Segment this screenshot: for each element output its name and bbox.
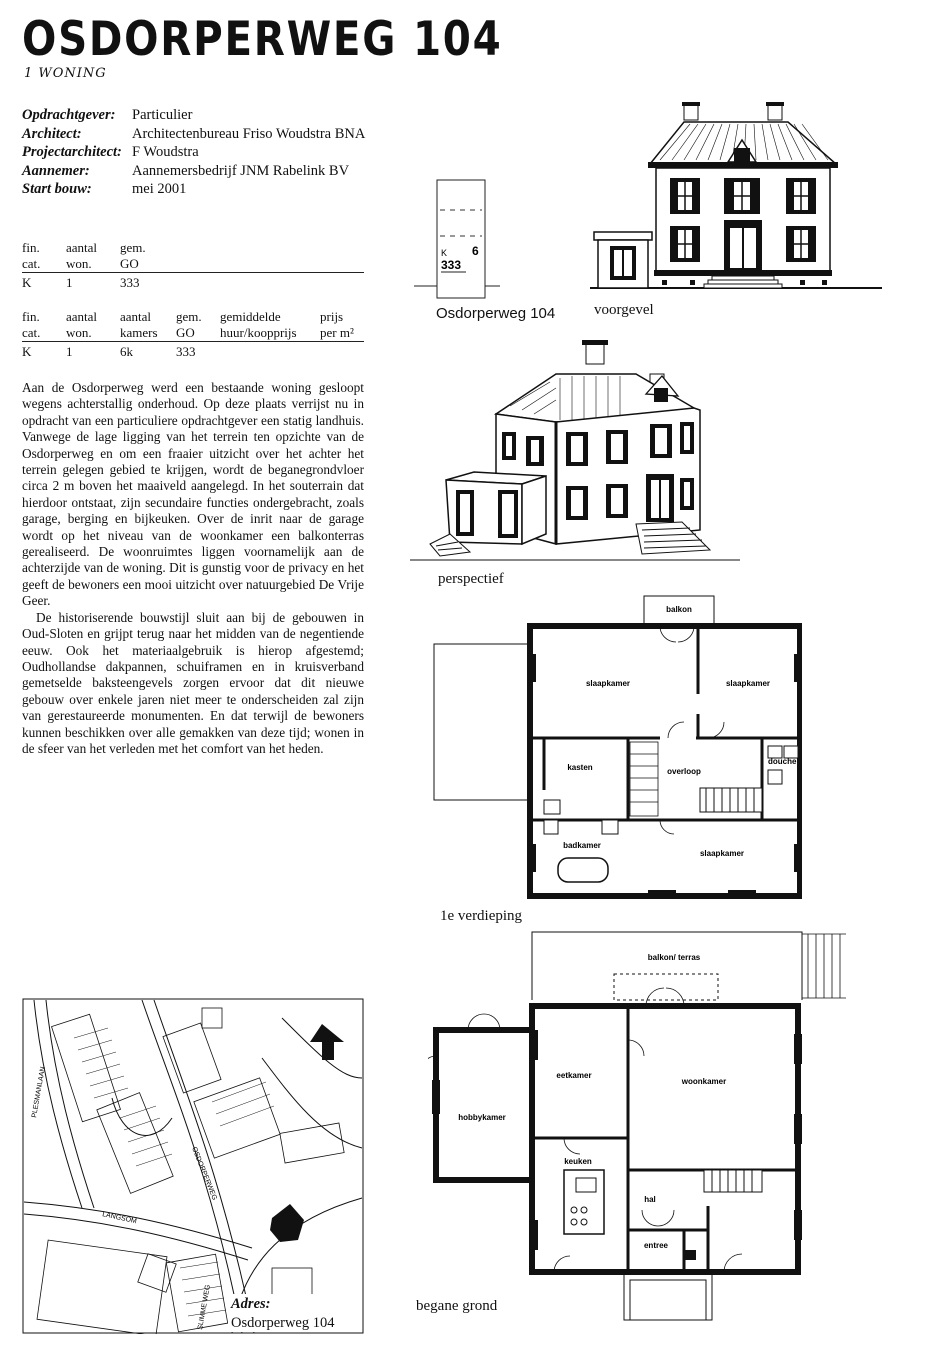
table1-header: aantal won. (66, 240, 98, 271)
room-keuken: keuken (564, 1157, 592, 1166)
caption-begane-grond: begane grond (416, 1298, 498, 1314)
room-hobbykamer: hobbykamer (458, 1113, 506, 1122)
ground-floor-plan (428, 930, 848, 1330)
table-row: K 1 333 (22, 275, 140, 290)
meta-row-architect: Architect: Architectenbureau Friso Woudstra BNA (22, 125, 366, 142)
table2-header: prijs per m² (320, 309, 354, 340)
legend-k: K (441, 248, 448, 258)
upper-floor-plan (432, 594, 802, 900)
room-hal: hal (644, 1195, 656, 1204)
room-overloop: overloop (667, 767, 701, 776)
room-slaapkamer-1: slaapkamer (585, 679, 631, 688)
caption-perspectief: perspectief (438, 571, 504, 587)
table2-header: gemiddelde huur/koopprijs (220, 309, 297, 340)
legend-count: 6 (472, 244, 479, 258)
meta-row-client: Opdrachtgever: Particulier (22, 107, 193, 123)
table2-header: aantal won. (66, 309, 98, 340)
room-slaapkamer-3: slaapkamer (699, 849, 745, 858)
summary-table (22, 240, 364, 291)
meta-row-project-architect: Projectarchitect: F Woudstra (22, 144, 199, 160)
legend-go: 333 (441, 258, 462, 272)
location-map (22, 998, 364, 1334)
room-balkon-terras: balkon/ terras (647, 953, 701, 962)
page-subtitle: 1 WONING (24, 66, 107, 81)
table-row: K 1 6k 333 (22, 344, 196, 359)
street-label: PLESMANLAAN (31, 1066, 47, 1119)
street-label: LANGSOM (101, 1211, 138, 1226)
street-label: OSDORPERWEG (190, 1146, 218, 1202)
caption-voorgevel: voorgevel (594, 302, 654, 318)
paragraph: De historiserende bouwstijl sluit aan bij de gebouwen in Oud-Sloten en grijpt terug naar het midden van de negentiende eeuw. Ook het materiaalgebruik is hierop afgestemd; Oudhollandse dakpannen, schuiframen en in kruisverband gemetselde baksteengevels zorgen ervoor dat dit nieuwe gebouw over enkele jaren niet meer te onderscheiden zal zijn van gerestaureerde monumenten. En dat terwijl de bewoners kunnen beschikken over alle gemakken van deze tijd; wonen in de sfeer van het verleden met het comfort van het heden. (22, 609, 364, 756)
room-kasten: kasten (567, 763, 593, 772)
table2-header: aantal kamers (120, 309, 158, 340)
meta-row-contractor: Aannemer: Aannemersbedrijf JNM Rabelink BV (22, 162, 350, 179)
meta-row-start: Start bouw: mei 2001 (22, 181, 187, 197)
street-label: SLIMME WEG (197, 1284, 212, 1331)
table1-header: gem. GO (120, 240, 146, 271)
page-title: OSDORPERWEG 104 (22, 12, 503, 67)
room-entree: entree (643, 1241, 669, 1250)
address-label: Adres: (231, 1296, 271, 1312)
caption-verdieping: 1e verdieping (440, 908, 523, 924)
project-metadata (22, 106, 382, 199)
description-text (22, 380, 364, 757)
room-woonkamer: woonkamer (681, 1077, 727, 1086)
legend-diagram (410, 176, 500, 300)
table2-header: gem. GO (176, 309, 202, 340)
paragraph: Aan de Osdorperweg werd een bestaande woning gesloopt wegens achterstallig onderhoud. Op deze plaats verrijst nu in opdracht van een particuliere opdrachtgever een statig landhuis. Vanwege de lage ligging van het terrein ten opzichte van de Osdorperweg en om een fraaier uitzicht over het achter het terrein gelegen gebied te krijgen, wordt de beganegrondvloer circa 2 m boven het maaiveld aangelegd. In het souterrain dat hierdoor ontstaat, zijn secundaire functies ondergebracht, zoals garage, berging en bijkeuken. Over de inrit naar de garage wordt op het niveau van de woonkamer een balkonterras gerealiseerd. De woonruimtes liggen voornamelijk aan de achterzijde van de woning. Dit is gunstig voor de privacy en het geeft de bewoners een mooi uitzicht over natuurgebied De Vrije Geer. (22, 380, 364, 609)
room-badkamer: badkamer (563, 841, 601, 850)
table1-header: fin. cat. (22, 240, 41, 271)
perspective-drawing (410, 338, 740, 570)
room-balkon: balkon (666, 605, 692, 614)
room-eetkamer: eetkamer (556, 1071, 592, 1080)
room-douche: douche (768, 757, 797, 766)
front-elevation-drawing (590, 100, 882, 292)
address-value: Osdorperweg 104 (231, 1315, 335, 1331)
legend-caption: Osdorperweg 104 (436, 305, 556, 322)
table2-header: fin. cat. (22, 309, 41, 340)
room-slaapkamer-2: slaapkamer (725, 679, 771, 688)
detail-table (22, 309, 364, 360)
